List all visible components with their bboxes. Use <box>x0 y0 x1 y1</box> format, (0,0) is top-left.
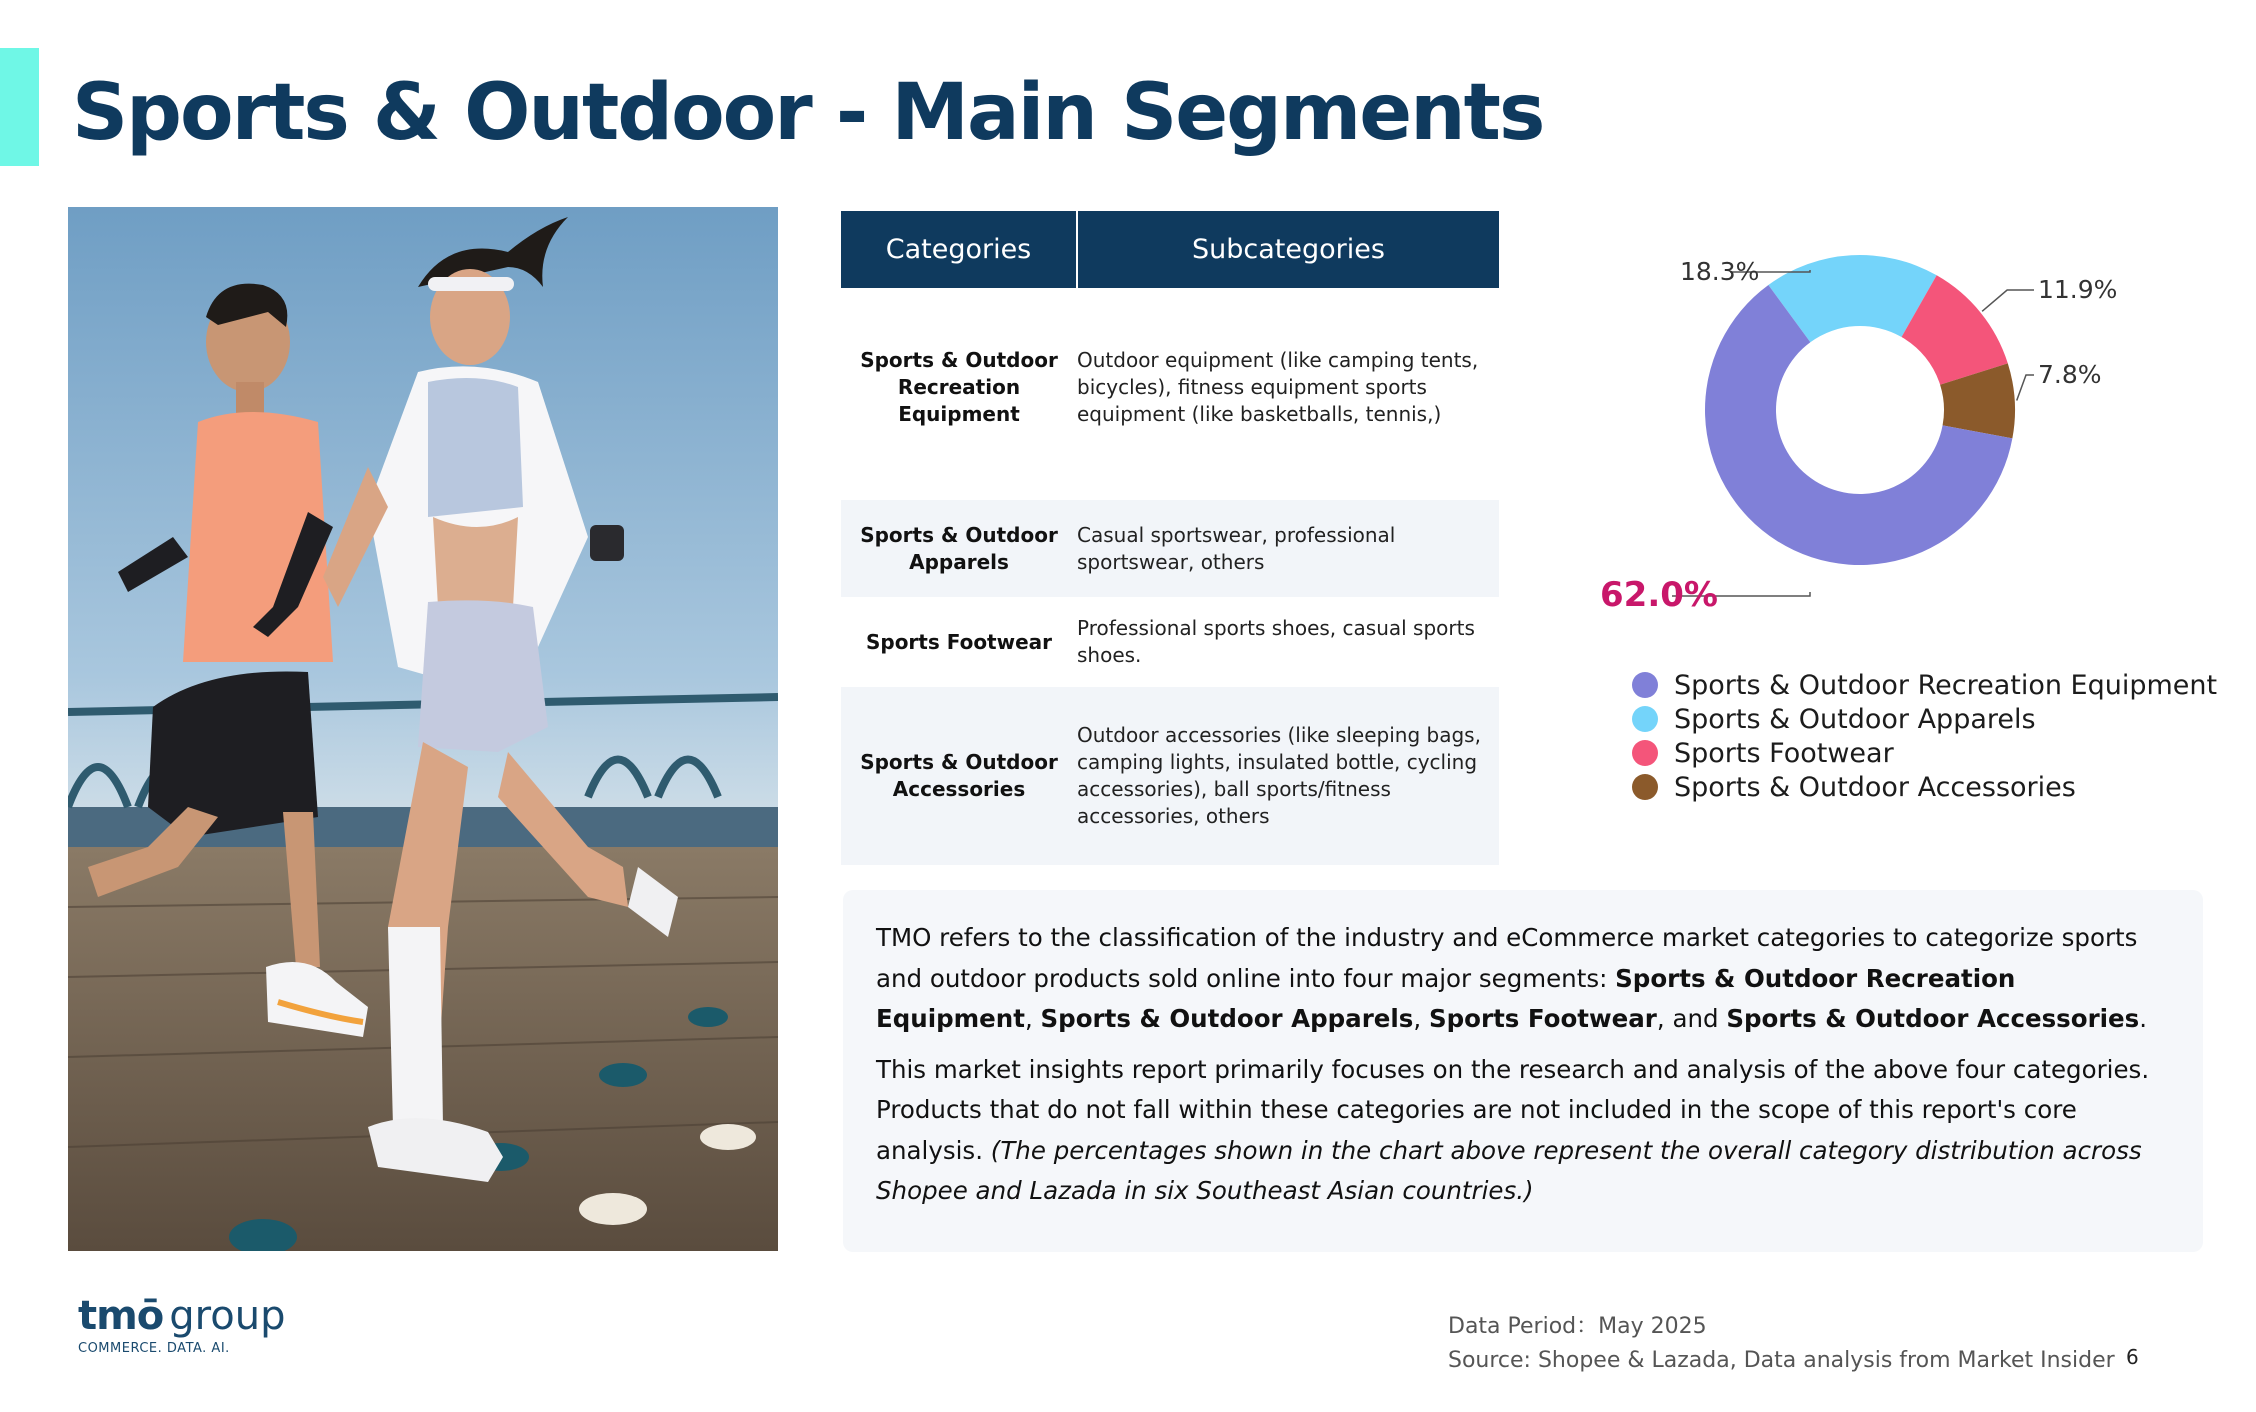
data-label: 18.3% <box>1680 257 1760 286</box>
note-paragraph-2: This market insights report primarily focuses on the research and analysis of the above four categories. Products that do not fall within these categories are not included in the scope of this report's core analysis. (The percentages shown in the chart above represent the overall category distribution across Shopee and Lazada in six Southeast Asian countries.) <box>876 1054 2150 1205</box>
header-subcategories: Subcategories <box>1077 211 1499 288</box>
source-note: Source: Shopee & Lazada, Data analysis from Market Insider <box>1448 1348 2115 1373</box>
row-category: Sports & Outdoor Recreation Equipment <box>860 347 1058 426</box>
table-row <box>841 288 1499 486</box>
row-subcategories: Outdoor accessories (like sleeping bags, camping lights, insulated bottle, cycling accessories), ball sports/fitness accessories, others <box>1077 687 1499 865</box>
chart-legend <box>1632 668 2217 804</box>
data-label-leader <box>2017 375 2034 400</box>
row-subcategories: Casual sportswear, professional sportswear, others <box>1077 500 1499 597</box>
legend-label: Sports Footwear <box>1674 737 1894 769</box>
title-accent-bar <box>0 48 39 166</box>
row-category: Sports Footwear <box>865 629 1053 654</box>
legend-swatch <box>1632 672 1658 698</box>
legend-item <box>1632 736 2217 770</box>
header-categories: Categories <box>841 211 1077 288</box>
tmo-group-logo <box>78 1293 285 1356</box>
hero-photo <box>68 207 778 1251</box>
data-period: Data Period：May 2025 <box>1448 1314 1707 1339</box>
table-row <box>841 597 1499 687</box>
category-donut-chart <box>1560 240 2220 640</box>
page-number: 6 <box>2126 1345 2139 1369</box>
legend-item <box>1632 668 2217 702</box>
legend-swatch <box>1632 740 1658 766</box>
segments-table <box>841 211 1499 865</box>
footer-notes <box>1448 1310 2115 1378</box>
table-row <box>841 500 1499 597</box>
row-category: Sports & Outdoor Apparels <box>841 500 1077 597</box>
data-label-leader <box>1982 290 2034 311</box>
table-row <box>841 687 1499 865</box>
logo-word-tmo: tmō <box>78 1293 164 1339</box>
logo-tagline: COMMERCE. DATA. AI. <box>78 1341 230 1356</box>
row-subcategories: Outdoor equipment (like camping tents, bicycles), fitness equipment sports equipment (like basketballs, tennis,) <box>1077 347 1479 426</box>
row-category: Sports & Outdoor Accessories <box>841 687 1077 865</box>
legend-label: Sports & Outdoor Apparels <box>1674 703 2036 735</box>
legend-swatch <box>1632 706 1658 732</box>
data-label: 11.9% <box>2038 275 2118 304</box>
logo-word-group: group <box>169 1293 286 1339</box>
page-title: Sports & Outdoor - Main Segments <box>72 68 1544 158</box>
row-subcategories: Professional sports shoes, casual sports shoes. <box>1077 616 1475 667</box>
legend-item <box>1632 702 2217 736</box>
runners-illustration <box>68 207 778 1251</box>
methodology-note <box>843 890 2203 1252</box>
note-paragraph-1: TMO refers to the classification of the industry and eCommerce market categories to categorize sports and outdoor products sold online into four major segments: Sports & Outdoor Recreation Equipment, Sports & Outdoor Apparels, Sports Footwear, and Sports & Outdoor Accessories. <box>876 923 2148 1033</box>
data-label: 62.0% <box>1600 575 1718 615</box>
legend-label: Sports & Outdoor Recreation Equipment <box>1674 669 2218 701</box>
legend-swatch <box>1632 774 1658 800</box>
legend-item <box>1632 770 2217 804</box>
legend-label: Sports & Outdoor Accessories <box>1674 771 2076 803</box>
data-label: 7.8% <box>2038 360 2102 389</box>
table-header-row <box>841 211 1499 288</box>
